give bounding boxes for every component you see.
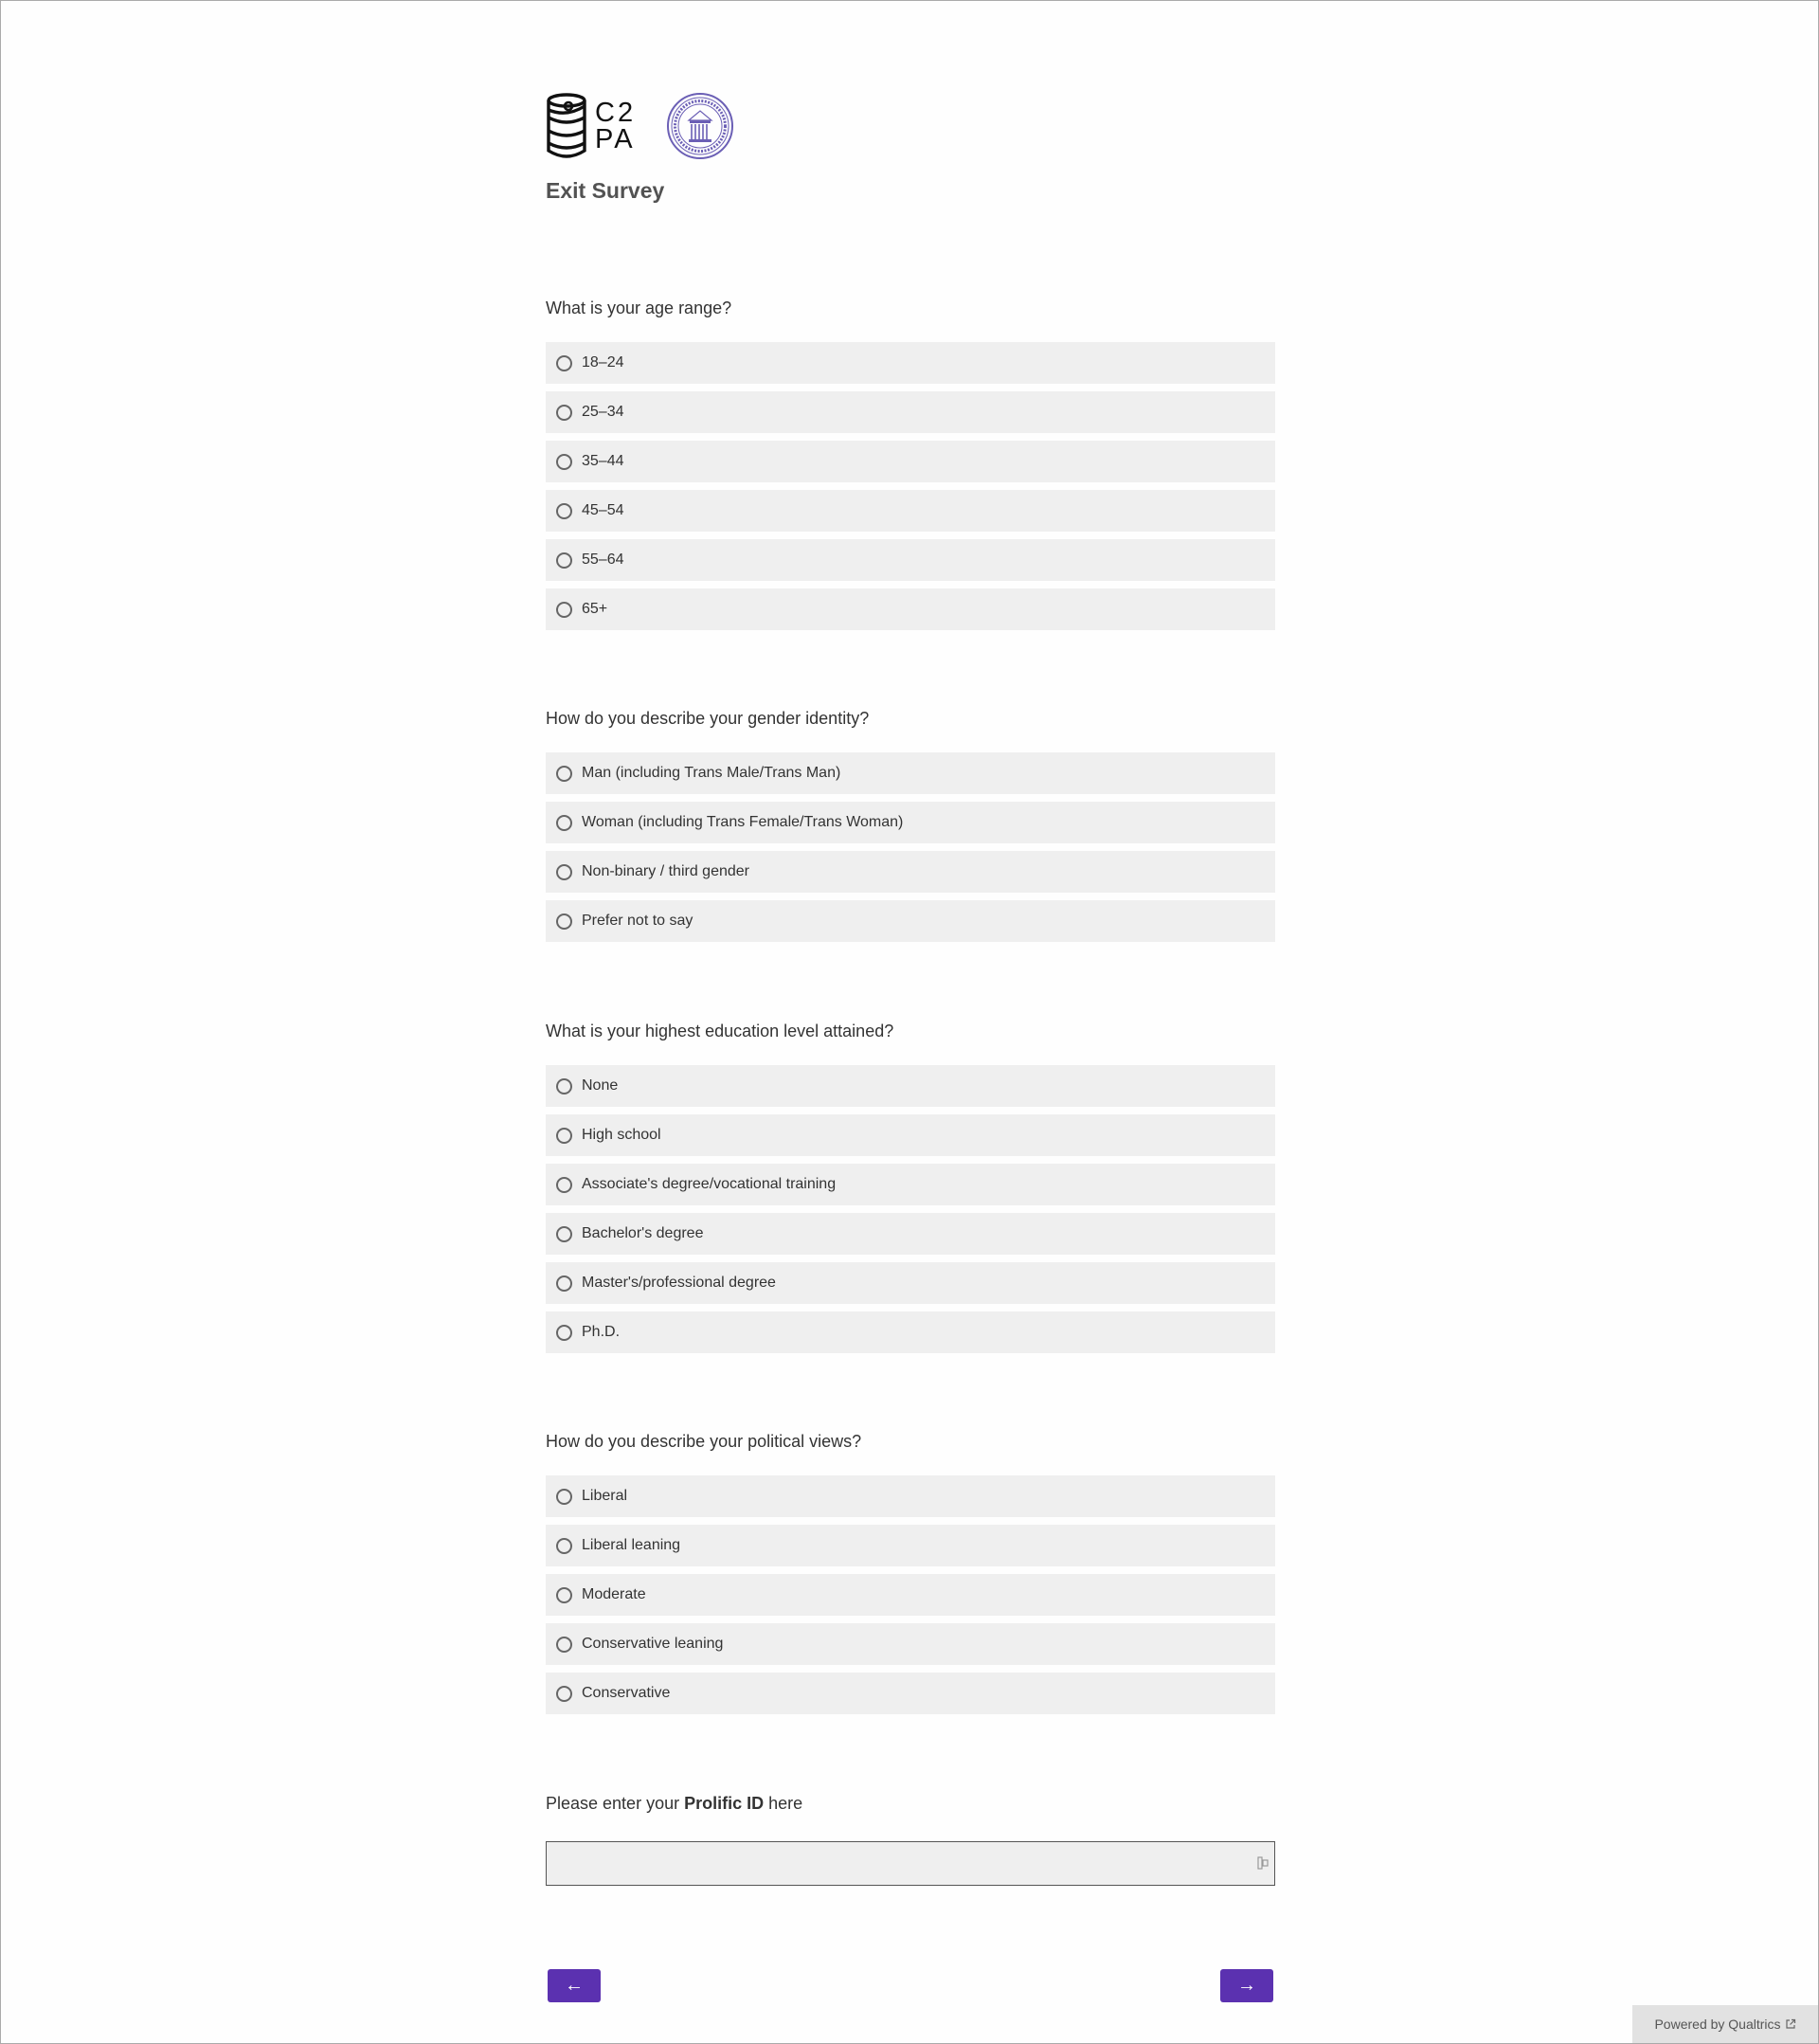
radio-circle-icon[interactable] [556, 864, 572, 880]
c2pa-wordmark-line1: C2 [595, 98, 637, 128]
choice-age-55-64[interactable] [546, 539, 1275, 581]
powered-by-label: Powered by Qualtrics [1654, 2017, 1781, 2032]
question-gender-identity [546, 706, 1275, 950]
radio-circle-icon[interactable] [556, 1226, 572, 1242]
radio-circle-icon[interactable] [556, 1637, 572, 1653]
prolific-suffix: here [764, 1794, 803, 1813]
choice-list [546, 342, 1275, 630]
question-text: What is your age range? [546, 298, 732, 317]
radio-circle-icon[interactable] [556, 602, 572, 618]
choice-politics-liberal-leaning[interactable] [546, 1525, 1275, 1566]
radio-circle-icon[interactable] [556, 552, 572, 569]
choice-edu-none[interactable] [546, 1065, 1275, 1107]
back-button[interactable]: ← [548, 1969, 601, 2002]
question-political-views [546, 1429, 1275, 1722]
choice-label: 25–34 [582, 404, 624, 420]
choice-label: High school [582, 1127, 661, 1143]
choice-label: Ph.D. [582, 1324, 621, 1340]
choice-gender-man[interactable] [546, 752, 1275, 794]
external-link-icon [1785, 2018, 1796, 2030]
choice-age-18-24[interactable] [546, 342, 1275, 384]
question-age-range [546, 296, 1275, 638]
choice-label: 55–64 [582, 552, 624, 568]
next-button[interactable]: → [1220, 1969, 1273, 2002]
choice-edu-high-school[interactable] [546, 1114, 1275, 1156]
choice-gender-prefer-not[interactable] [546, 900, 1275, 942]
choice-label: None [582, 1077, 619, 1094]
question-text: How do you describe your political views? [546, 1432, 862, 1451]
prolific-prefix: Please enter your [546, 1794, 685, 1813]
radio-circle-icon[interactable] [556, 766, 572, 782]
radio-circle-icon[interactable] [556, 815, 572, 831]
radio-circle-icon[interactable] [556, 1587, 572, 1603]
radio-circle-icon[interactable] [556, 1128, 572, 1144]
radio-circle-icon[interactable] [556, 355, 572, 371]
choice-label: Bachelor's degree [582, 1225, 704, 1241]
choice-gender-woman[interactable] [546, 802, 1275, 843]
question-text: How do you describe your gender identity? [546, 709, 870, 728]
radio-circle-icon[interactable] [556, 1325, 572, 1341]
choice-label: Master's/professional degree [582, 1275, 776, 1291]
choice-label: 45–54 [582, 502, 624, 518]
choice-label: 65+ [582, 601, 608, 617]
choice-politics-moderate[interactable] [546, 1574, 1275, 1616]
radio-circle-icon[interactable] [556, 913, 572, 930]
choice-age-45-54[interactable] [546, 490, 1275, 532]
choice-label: Non-binary / third gender [582, 863, 749, 879]
university-seal-icon [666, 92, 734, 160]
choice-edu-phd[interactable] [546, 1311, 1275, 1353]
question-text [546, 1791, 1275, 1816]
choice-list [546, 752, 1275, 942]
radio-circle-icon[interactable] [556, 1078, 572, 1094]
choice-edu-master[interactable] [546, 1262, 1275, 1304]
choice-label: Moderate [582, 1586, 646, 1602]
choice-label: Conservative leaning [582, 1636, 724, 1652]
choice-age-65-plus[interactable] [546, 588, 1275, 630]
choice-gender-non-binary[interactable] [546, 851, 1275, 893]
choice-label: Associate's degree/vocational training [582, 1176, 837, 1192]
choice-label: 35–44 [582, 453, 624, 469]
radio-circle-icon[interactable] [556, 503, 572, 519]
choice-politics-conservative-leaning[interactable] [546, 1623, 1275, 1665]
choice-label: Woman (including Trans Female/Trans Woman) [582, 814, 904, 830]
radio-circle-icon[interactable] [556, 405, 572, 421]
page-title: Exit Survey [546, 178, 665, 203]
choice-label: 18–24 [582, 354, 624, 371]
prolific-id-input[interactable] [546, 1841, 1275, 1886]
choice-age-35-44[interactable] [546, 441, 1275, 482]
powered-by-qualtrics-link[interactable] [1632, 2005, 1818, 2043]
c2pa-cylinder-icon [546, 92, 587, 160]
radio-circle-icon[interactable] [556, 1275, 572, 1292]
choice-politics-conservative[interactable] [546, 1673, 1275, 1714]
c2pa-logo [546, 92, 636, 160]
choice-edu-associate[interactable] [546, 1164, 1275, 1205]
autofill-key-icon[interactable] [1257, 1855, 1269, 1871]
radio-circle-icon[interactable] [556, 1177, 572, 1193]
choice-list [546, 1475, 1275, 1714]
choice-label: Man (including Trans Male/Trans Man) [582, 765, 841, 781]
question-prolific-id [546, 1791, 1275, 1886]
question-text: What is your highest education level attained? [546, 1022, 894, 1040]
c2pa-wordmark [595, 99, 636, 153]
prolific-bold-label: Prolific ID [684, 1794, 765, 1813]
radio-circle-icon[interactable] [556, 454, 572, 470]
radio-circle-icon[interactable] [556, 1538, 572, 1554]
c2pa-wordmark-line2: PA [595, 124, 636, 154]
choice-edu-bachelor[interactable] [546, 1213, 1275, 1255]
choice-age-25-34[interactable] [546, 391, 1275, 433]
radio-circle-icon[interactable] [556, 1686, 572, 1702]
choice-label: Prefer not to say [582, 913, 693, 929]
choice-list [546, 1065, 1275, 1353]
question-education-level [546, 1019, 1275, 1361]
header-logos [546, 92, 734, 160]
choice-label: Conservative [582, 1685, 671, 1701]
choice-politics-liberal[interactable] [546, 1475, 1275, 1517]
choice-label: Liberal leaning [582, 1537, 681, 1553]
radio-circle-icon[interactable] [556, 1489, 572, 1505]
choice-label: Liberal [582, 1488, 628, 1504]
